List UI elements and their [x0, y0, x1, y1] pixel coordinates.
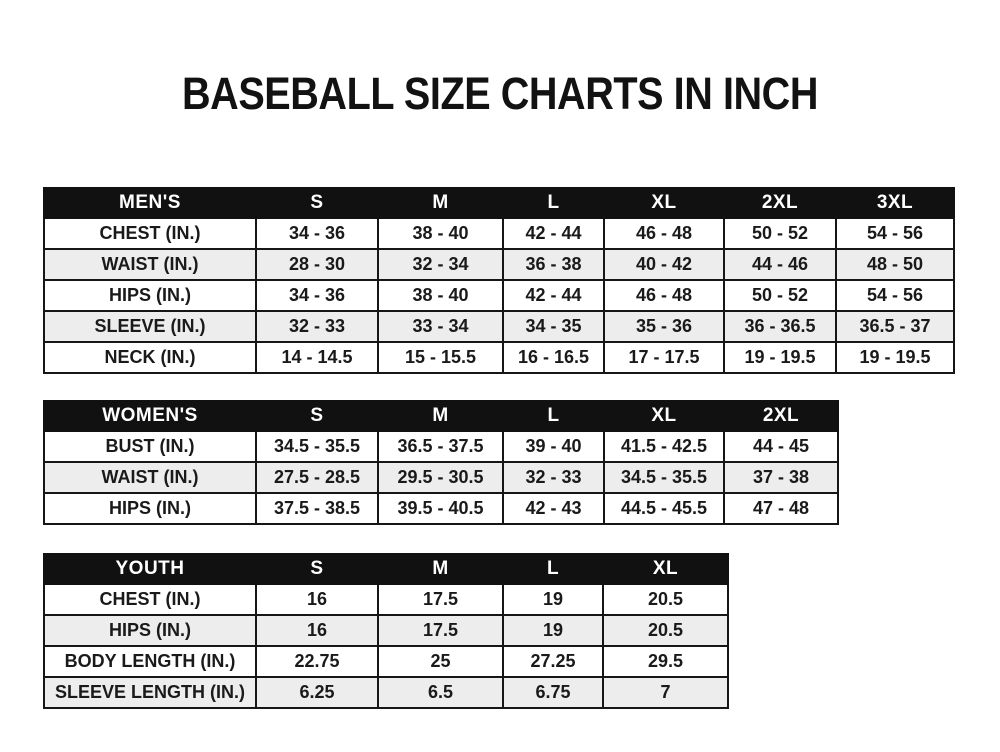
- size-column-header: XL: [604, 188, 724, 218]
- table-row: [44, 646, 728, 677]
- size-value: 16: [256, 615, 378, 646]
- size-value: 22.75: [256, 646, 378, 677]
- measurement-label: WAIST (IN.): [44, 249, 256, 280]
- size-column-header: XL: [604, 401, 724, 431]
- womens-table-header: [44, 401, 838, 431]
- size-value: 19 - 19.5: [836, 342, 954, 373]
- size-value: 39.5 - 40.5: [378, 493, 503, 524]
- size-value: 28 - 30: [256, 249, 378, 280]
- measurement-label: SLEEVE LENGTH (IN.): [44, 677, 256, 708]
- size-value: 48 - 50: [836, 249, 954, 280]
- measurement-label: CHEST (IN.): [44, 584, 256, 615]
- table-row: [44, 493, 838, 524]
- size-value: 44.5 - 45.5: [604, 493, 724, 524]
- measurement-label: BODY LENGTH (IN.): [44, 646, 256, 677]
- measurement-label: NECK (IN.): [44, 342, 256, 373]
- measurement-label: HIPS (IN.): [44, 493, 256, 524]
- size-value: 47 - 48: [724, 493, 838, 524]
- size-value: 34.5 - 35.5: [256, 431, 378, 462]
- size-value: 34.5 - 35.5: [604, 462, 724, 493]
- table-row: [44, 311, 954, 342]
- size-value: 16: [256, 584, 378, 615]
- size-value: 38 - 40: [378, 280, 503, 311]
- size-column-header: M: [378, 401, 503, 431]
- size-value: 32 - 33: [256, 311, 378, 342]
- size-value: 34 - 36: [256, 218, 378, 249]
- table-row: [44, 342, 954, 373]
- size-value: 36.5 - 37.5: [378, 431, 503, 462]
- size-value: 6.5: [378, 677, 503, 708]
- size-value: 17.5: [378, 615, 503, 646]
- size-value: 44 - 46: [724, 249, 836, 280]
- size-value: 33 - 34: [378, 311, 503, 342]
- size-column-header: 2XL: [724, 188, 836, 218]
- size-column-header: L: [503, 401, 604, 431]
- size-value: 25: [378, 646, 503, 677]
- size-value: 27.25: [503, 646, 603, 677]
- size-column-header: 3XL: [836, 188, 954, 218]
- header-row: [44, 401, 838, 431]
- size-value: 38 - 40: [378, 218, 503, 249]
- measurement-label: HIPS (IN.): [44, 615, 256, 646]
- size-value: 34 - 35: [503, 311, 604, 342]
- size-value: 36 - 36.5: [724, 311, 836, 342]
- size-value: 16 - 16.5: [503, 342, 604, 373]
- measurement-label: BUST (IN.): [44, 431, 256, 462]
- measurement-label: WAIST (IN.): [44, 462, 256, 493]
- size-value: 42 - 44: [503, 218, 604, 249]
- table-row: [44, 249, 954, 280]
- size-value: 37.5 - 38.5: [256, 493, 378, 524]
- size-value: 6.75: [503, 677, 603, 708]
- size-value: 19: [503, 584, 603, 615]
- size-value: 50 - 52: [724, 280, 836, 311]
- womens-size-table: [43, 400, 839, 525]
- size-value: 34 - 36: [256, 280, 378, 311]
- size-value: 32 - 33: [503, 462, 604, 493]
- size-value: 29.5: [603, 646, 728, 677]
- page-title: BASEBALL SIZE CHARTS IN INCH: [182, 68, 818, 119]
- size-column-header: L: [503, 188, 604, 218]
- size-column-header: M: [378, 554, 503, 584]
- size-value: 39 - 40: [503, 431, 604, 462]
- table-row: [44, 280, 954, 311]
- size-column-header: M: [378, 188, 503, 218]
- size-value: 7: [603, 677, 728, 708]
- size-value: 50 - 52: [724, 218, 836, 249]
- size-column-header: 2XL: [724, 401, 838, 431]
- header-row: [44, 188, 954, 218]
- youth-size-table: [43, 553, 729, 709]
- measurement-label: HIPS (IN.): [44, 280, 256, 311]
- table-row: [44, 584, 728, 615]
- measurement-label: CHEST (IN.): [44, 218, 256, 249]
- size-value: 6.25: [256, 677, 378, 708]
- group-label: YOUTH: [44, 554, 256, 584]
- group-label: MEN'S: [44, 188, 256, 218]
- table-row: [44, 462, 838, 493]
- group-label: WOMEN'S: [44, 401, 256, 431]
- size-value: 27.5 - 28.5: [256, 462, 378, 493]
- table-row: [44, 677, 728, 708]
- size-value: 42 - 43: [503, 493, 604, 524]
- size-value: 14 - 14.5: [256, 342, 378, 373]
- size-value: 20.5: [603, 615, 728, 646]
- size-value: 37 - 38: [724, 462, 838, 493]
- header-row: [44, 554, 728, 584]
- size-value: 17 - 17.5: [604, 342, 724, 373]
- size-value: 54 - 56: [836, 218, 954, 249]
- mens-table-header: [44, 188, 954, 218]
- table-row: [44, 218, 954, 249]
- size-value: 36.5 - 37: [836, 311, 954, 342]
- size-value: 46 - 48: [604, 218, 724, 249]
- size-column-header: XL: [603, 554, 728, 584]
- size-column-header: S: [256, 401, 378, 431]
- size-column-header: S: [256, 554, 378, 584]
- youth-table-header: [44, 554, 728, 584]
- size-column-header: L: [503, 554, 603, 584]
- size-value: 44 - 45: [724, 431, 838, 462]
- size-value: 42 - 44: [503, 280, 604, 311]
- size-value: 41.5 - 42.5: [604, 431, 724, 462]
- mens-size-table: [43, 187, 955, 374]
- mens-table-body: [44, 218, 954, 373]
- size-column-header: S: [256, 188, 378, 218]
- size-value: 17.5: [378, 584, 503, 615]
- size-value: 20.5: [603, 584, 728, 615]
- size-value: 15 - 15.5: [378, 342, 503, 373]
- size-value: 46 - 48: [604, 280, 724, 311]
- size-value: 19 - 19.5: [724, 342, 836, 373]
- size-value: 36 - 38: [503, 249, 604, 280]
- youth-table-body: [44, 584, 728, 708]
- size-value: 19: [503, 615, 603, 646]
- womens-table-body: [44, 431, 838, 524]
- size-value: 35 - 36: [604, 311, 724, 342]
- size-value: 40 - 42: [604, 249, 724, 280]
- measurement-label: SLEEVE (IN.): [44, 311, 256, 342]
- size-value: 29.5 - 30.5: [378, 462, 503, 493]
- size-value: 54 - 56: [836, 280, 954, 311]
- table-row: [44, 615, 728, 646]
- table-row: [44, 431, 838, 462]
- size-value: 32 - 34: [378, 249, 503, 280]
